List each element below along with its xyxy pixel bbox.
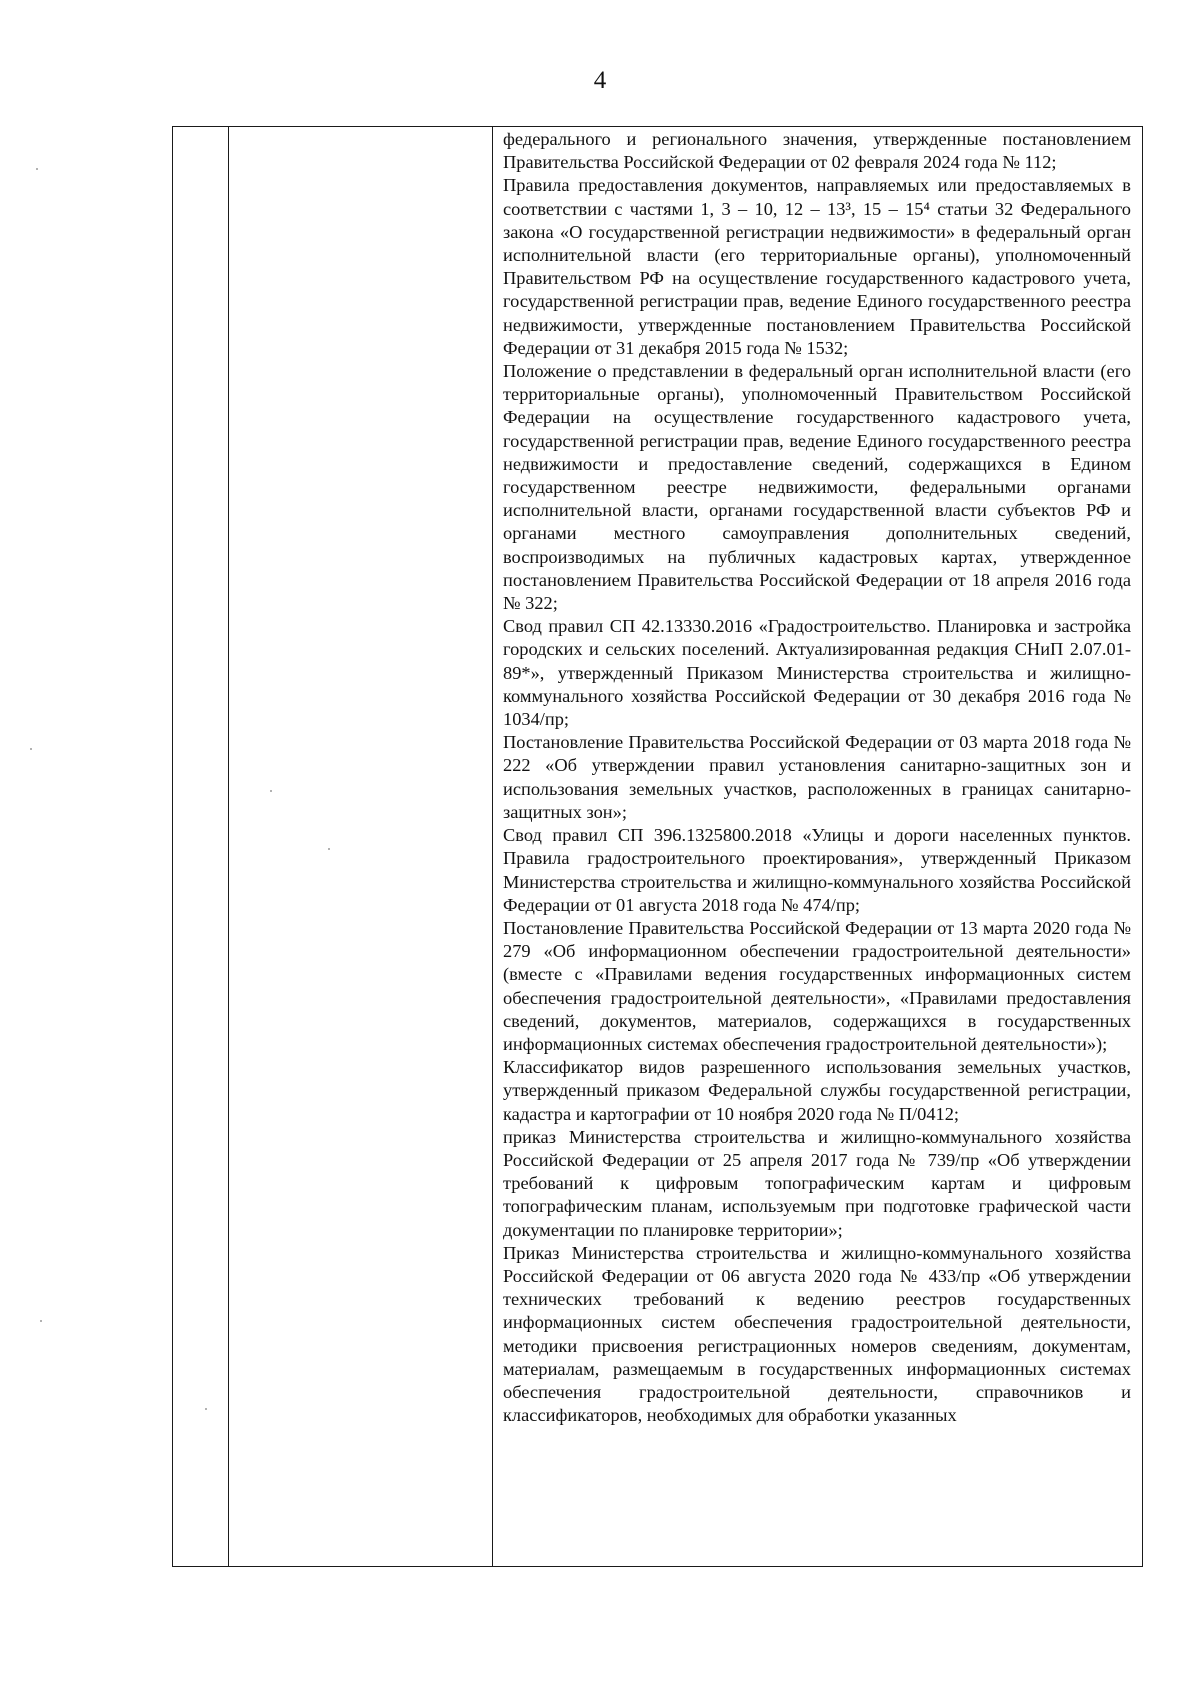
paragraph-3: Положение о представлении в федеральный орган исполнительной власти (его территориальные органы), уполномоченный Правительством Российской Федерации на осуществление государственного кадастрового учета, государственной регистрации прав, ведение Единого государственного реестра недвижимости и предоставление сведений, содержащихся в Едином государственном реестре недвижимости, федеральными органами исполнительной власти, органами государственной власти субъектов РФ и органами местного самоуправления дополнительных сведений, воспроизводимых на публичных кадастровых картах, утвержденное постановлением Правительства Российской Федерации от 18 апреля 2016 года № 322; [503,361,1131,614]
paragraph-5: Постановление Правительства Российской Федерации от 03 марта 2018 года № 222 «Об утверждении правил установления санитарно-защитных зон и использования земельных участков, расположенных в границах санитарно-защитных зон»; [503,732,1131,822]
page-number: 4 [593,67,607,94]
paragraph-9: приказ Министерства строительства и жилищно-коммунального хозяйства Российской Федерации от 25 апреля 2017 года № 739/пр «Об утверждении требований к цифровым топографическим картам и цифровым топографическим планам, используемым при подготовке графической части документации по планировке территории»; [503,1126,1131,1240]
paragraph-1: федерального и регионального значения, утвержденные постановлением Правительства Российской Федерации от 02 февраля 2024 года № 112; [503,129,1131,173]
paragraph-8: Классификатор видов разрешенного использования земельных участков, утвержденный приказом Федеральной службы государственной регистрации, кадастра и картографии от 10 ноября 2020 года № П/0412; [503,1057,1131,1124]
column-divider-2 [492,127,493,1566]
paragraph-2: Правила предоставления документов, направляемых или предоставляемых в соответствии с частями 1, 3 – 10, 12 – 13³, 15 – 15⁴ статьи 32 Федерального закона «О государственной регистрации недвижимости» в федеральный орган исполнительной власти (его территориальные органы), уполномоченный Правительством РФ на осуществление государственного кадастрового учета, государственной регистрации прав, ведение Единого государственного реестра недвижимости, утвержденные постановлением Правительства Российской Федерации от 31 декабря 2015 года № 1532; [503,175,1131,358]
paragraph-7: Постановление Правительства Российской Федерации от 13 марта 2020 года № 279 «Об информационном обеспечении градостроительной деятельности» (вместе с «Правилами ведения государственных информационных систем обеспечения градостроительной деятельности», «Правилами предоставления сведений, документов, материалов, содержащихся в государственных информационных системах обеспечения градостроительной деятельности»); [503,917,1131,1054]
paragraph-10: Приказ Министерства строительства и жилищно-коммунального хозяйства Российской Федерации от 06 августа 2020 года № 433/пр «Об утверждении технических требований к ведению реестров государственных информационных систем обеспечения градостроительной деятельности, методики присвоения регистрационных номеров сведениям, документам, материалам, размещаемым в государственных информационных системах обеспечения градостроительной деятельности, справочников и классификаторов, необходимых для обработки указанных [503,1242,1131,1426]
document-table [172,126,1143,1567]
paragraph-4: Свод правил СП 42.13330.2016 «Градостроительство. Планировка и застройка городских и сельских поселений. Актуализированная редакция СНиП 2.07.01-89*», утвержденный Приказом Министерства строительства и жилищно-коммунального хозяйства Российской Федерации от 30 декабря 2016 года № 1034/пр; [503,616,1131,730]
paragraph-6: Свод правил СП 396.1325800.2018 «Улицы и дороги населенных пунктов. Правила градостроительного проектирования», утвержденный Приказом Министерства строительства и жилищно-коммунального хозяйства Российской Федерации от 01 августа 2018 года № 474/пр; [503,825,1131,915]
table-cell-content [503,128,1131,1427]
column-divider-1 [228,127,229,1566]
